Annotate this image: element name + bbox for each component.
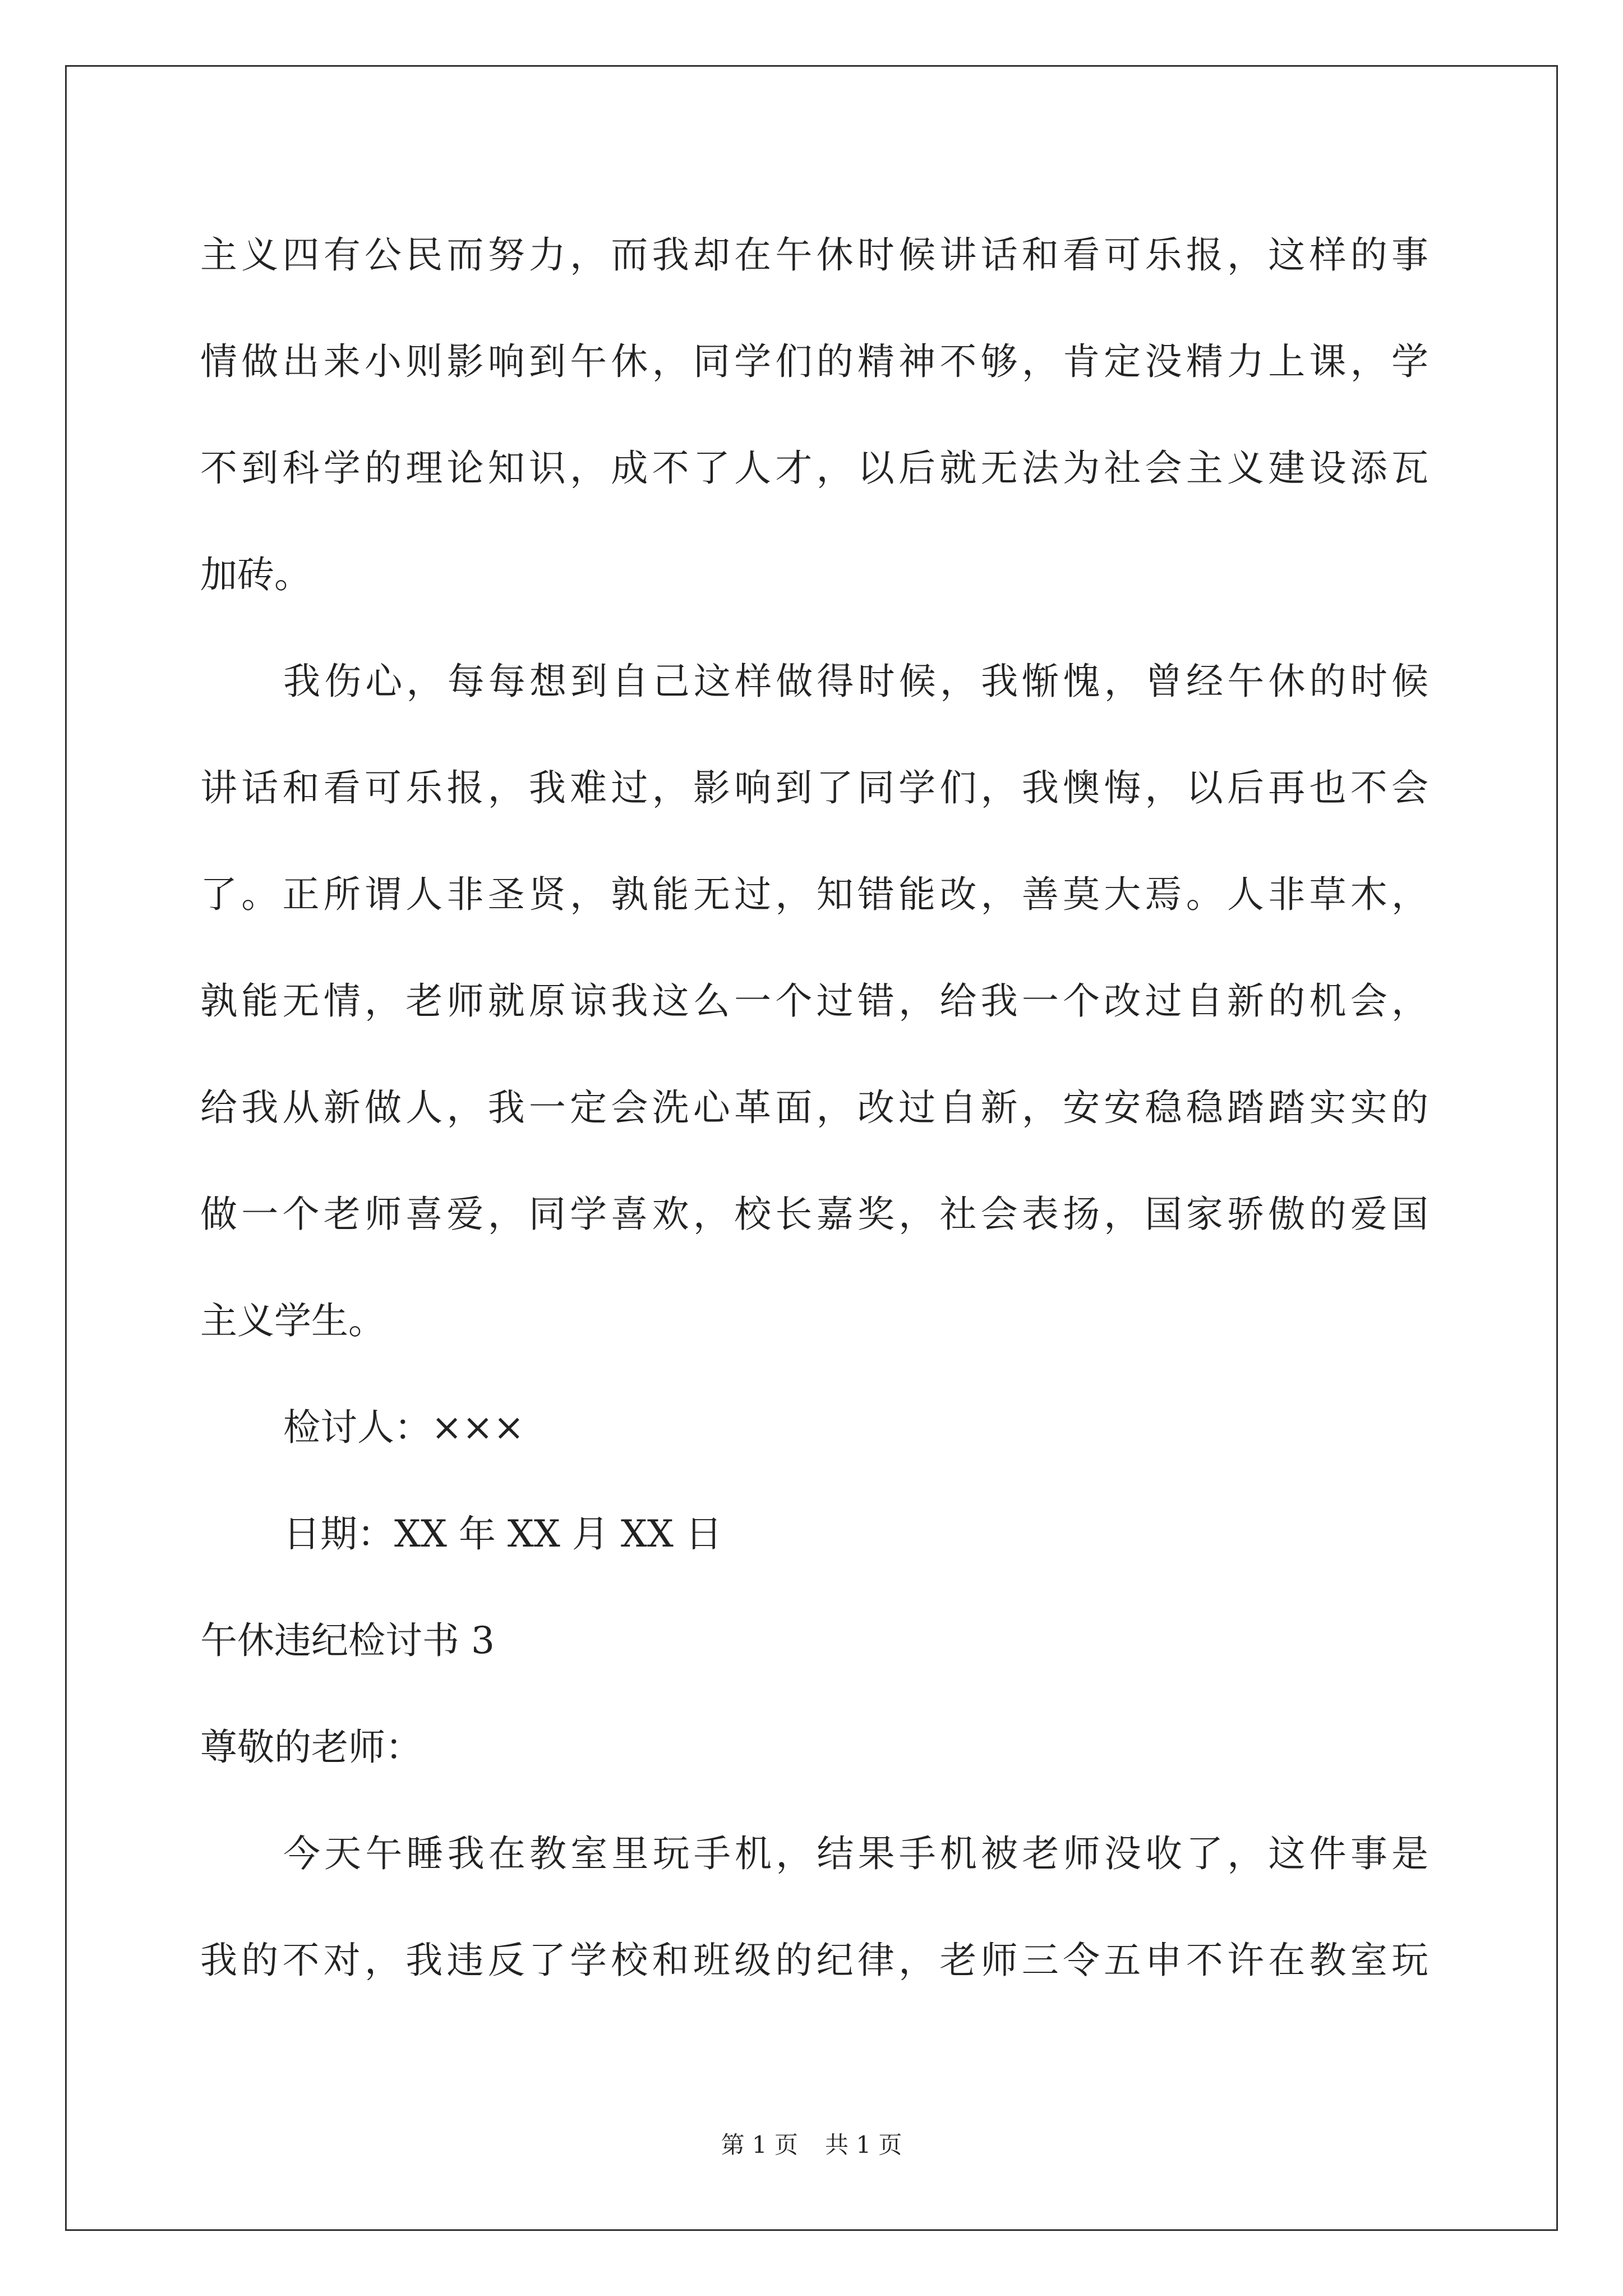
- text-line: 给我从新做人，我一定会洗心革面，改过自新，安安稳稳踏踏实实的: [200, 1086, 1428, 1129]
- text-line: 做一个老师喜爱，同学喜欢，校长嘉奖，社会表扬，国家骄傲的爱国: [200, 1193, 1428, 1236]
- text-line: 孰能无情，老师就原谅我这么一个过错，给我一个改过自新的机会，: [200, 979, 1428, 1023]
- document-body: [200, 202, 1428, 2014]
- text-line: 主义四有公民而努力，而我却在午休时候讲话和看可乐报，这样的事: [200, 233, 1428, 277]
- section-title: 午休违纪检讨书 3: [200, 1619, 495, 1662]
- text-line: 今天午睡我在教室里玩手机，结果手机被老师没收了，这件事是: [283, 1832, 1428, 1875]
- page-number: 第 1 页: [721, 2131, 798, 2159]
- text-line: 加砖。: [200, 553, 311, 596]
- text-line: 讲话和看可乐报，我难过，影响到了同学们，我懊悔，以后再也不会: [200, 766, 1428, 809]
- signature-line: 检讨人：×××: [283, 1406, 524, 1449]
- salutation: 尊敬的老师：: [200, 1726, 422, 1769]
- date-line: 日期：XX 年 XX 月 XX 日: [283, 1512, 722, 1556]
- text-line: 主义学生。: [200, 1299, 385, 1342]
- page-total: 共 1 页: [825, 2131, 902, 2159]
- text-line: 情做出来小则影响到午休，同学们的精神不够，肯定没精力上课，学: [200, 340, 1428, 383]
- page-footer: [0, 2128, 1623, 2162]
- text-line: 我的不对，我违反了学校和班级的纪律，老师三令五申不许在教室玩: [200, 1939, 1428, 1982]
- text-line: 了。正所谓人非圣贤，孰能无过，知错能改，善莫大焉。人非草木，: [200, 873, 1428, 916]
- text-line: 我伤心，每每想到自己这样做得时候，我惭愧，曾经午休的时候: [283, 660, 1428, 703]
- text-line: 不到科学的理论知识，成不了人才，以后就无法为社会主义建设添瓦: [200, 447, 1428, 490]
